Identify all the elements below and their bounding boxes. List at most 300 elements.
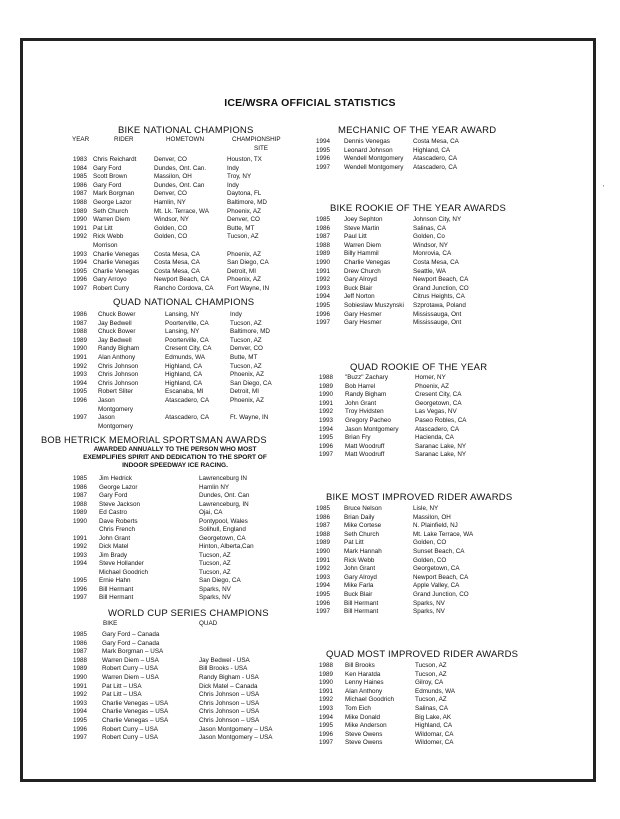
cell-year: 1996 (316, 310, 331, 318)
cell-site: Tucson, AZ (230, 319, 262, 327)
cell-place: Apple Valley, CA (413, 582, 460, 590)
hetrick-title: BOB HETRICK MEMORIAL SPORTSMAN AWARDS (41, 435, 267, 445)
cell-year: 1997 (73, 285, 88, 292)
cell-name: Jason (98, 414, 115, 422)
cell-year: 1997 (73, 414, 88, 422)
cell-year: 1988 (319, 662, 334, 669)
cell-place: Highland, CA (413, 146, 451, 154)
cell-name: George Lazor (99, 483, 138, 491)
cell-name: Mike Farla (344, 582, 374, 590)
cell-year: 1990 (316, 259, 331, 266)
cell-name: Warren Diem – USA (102, 674, 159, 681)
cell-place: Dundes, Ont. Can (199, 492, 250, 499)
cell-name: Chris Reichardt (93, 156, 137, 163)
cell-year: 1991 (73, 682, 88, 690)
cell-year: 1987 (73, 648, 88, 656)
cell-name: Drew Church (344, 267, 381, 275)
cell-place: Chris Johnson – USA (199, 699, 260, 707)
cell-name: John Grant (345, 399, 377, 407)
cell-year: 1987 (73, 190, 88, 198)
cell-year: 1993 (73, 699, 88, 707)
cell-year: 1991 (319, 399, 334, 407)
hetrick-note (55, 446, 295, 470)
cell-year: 1993 (316, 284, 331, 292)
cell-year: 1990 (73, 216, 88, 224)
cell-name: Gary Alroyd (344, 573, 377, 581)
cell-place: Highland, CA (165, 371, 203, 379)
cell-place: Chris Johnson – USA (199, 708, 260, 716)
cell-place: Dick Matel – Canada (199, 682, 258, 690)
cell-year: 1990 (319, 679, 334, 687)
cell-place: Atascadero, CA (413, 163, 458, 171)
cell-year: 1987 (73, 319, 88, 327)
cell-year: 1994 (73, 560, 88, 567)
cell-year: 1988 (316, 241, 331, 249)
cell-name: Gary Hesmer (344, 319, 382, 327)
cell-name: Scott Brown (93, 173, 127, 181)
cell-site: Tucson, AZ (230, 362, 262, 370)
cell-place: Salinas, CA (413, 224, 446, 232)
cell-year: 1993 (73, 371, 88, 379)
cell-place: Solihull, England (199, 526, 246, 533)
cell-name: Mark Hannah (344, 548, 382, 555)
cell-place: Massilon, OH (413, 513, 451, 521)
cell-year: 1991 (316, 556, 331, 564)
col-header-site: CHAMPIONSHIP (232, 136, 281, 143)
cell-year: 1995 (73, 388, 88, 396)
cell-year: 1990 (319, 391, 334, 399)
cell-name: Alan Anthony (345, 687, 383, 695)
cell-name: Matt Woodruff (345, 451, 385, 459)
col-header-site-2: SITE (254, 145, 268, 152)
cell-year: 1986 (316, 513, 331, 521)
cell-place: Randy Bigham - USA (199, 674, 259, 681)
cell-place: Jason Montgomery – USA (199, 725, 273, 733)
cell-name: Mike Cortese (344, 522, 382, 530)
cell-name: Brian Daily (344, 513, 375, 521)
cell-place: Cresent City, CA (415, 391, 462, 399)
cell-place: Costa Mesa, CA (413, 259, 459, 266)
cell-name: Robert Curry – USA (102, 725, 158, 733)
cell-name: Robert Curry – USA (102, 734, 158, 742)
cell-site: Fort Wayne, IN (227, 285, 270, 292)
hetrick-note-line: EXEMPLIFIES SPIRIT AND DEDICATION TO THE SPORT OF (83, 454, 267, 461)
cell-name: Mark Borgman (93, 190, 135, 198)
cell-name: Randy Bigham (98, 345, 140, 353)
cell-place: Newport Beach, CA (413, 573, 469, 581)
world-cup-title: WORLD CUP SERIES CHAMPIONS (108, 608, 269, 619)
cell-name: Tom Eich (345, 705, 371, 712)
cell-place: Salinas, CA (415, 705, 448, 712)
cell-name: Jay Bedwell (98, 319, 132, 327)
cell-name: Lenny Haines (345, 679, 384, 687)
cell-place: Windsor, NY (413, 241, 448, 249)
cell-name: Ed Castro (99, 509, 127, 516)
cell-site: Baltimore, MD (227, 199, 267, 206)
cell-year: 1989 (319, 670, 334, 678)
cell-site: Ft. Wayne, IN (230, 414, 269, 422)
cell-year: 1988 (73, 500, 88, 508)
cell-place: Wildomar, CA (415, 730, 454, 738)
bike-improved-title: BIKE MOST IMPROVED RIDER AWARDS (326, 492, 513, 503)
cell-place: Newport Beach, CA (154, 276, 210, 284)
cell-name: Charlie Venegas – USA (102, 708, 169, 716)
cell-place: Citrus Heights, CA (413, 293, 465, 301)
cell-site: Denver, CO (230, 345, 263, 353)
cell-place: Rancho Cordova, CA (154, 285, 214, 292)
cell-year: 1997 (316, 319, 331, 327)
cell-place: Saranac Lake, NY (415, 451, 467, 459)
cell-name: Warren Diem (93, 216, 130, 224)
cell-name: Rick Webb (344, 556, 375, 564)
cell-year: 1996 (316, 155, 331, 163)
cell-name: Randy Bigham (345, 391, 387, 399)
cell-site: Phoenix, AZ (230, 397, 264, 404)
cell-year: 1988 (73, 328, 88, 336)
cell-name: Jim Hedrick (99, 475, 132, 482)
cell-site: Baltimore, MD (230, 328, 270, 336)
cell-name: Pat Litt (93, 224, 113, 232)
cell-place: Mt. Lk. Terrace, WA (154, 207, 209, 215)
cell-year: 1996 (73, 585, 88, 593)
cell-year: 1989 (316, 539, 331, 547)
cell-year: 1992 (319, 696, 334, 704)
cell-place: Gilroy, CA (415, 679, 444, 687)
cell-year: 1988 (73, 199, 88, 206)
cell-place: Highland, CA (165, 379, 203, 387)
cell-place: Sunset Beach, CA (413, 548, 465, 555)
cell-name: Steve Martin (344, 224, 380, 232)
cell-place: Tucson, AZ (199, 551, 231, 559)
cell-year: 1993 (319, 705, 334, 712)
cell-year: 1997 (73, 734, 88, 742)
cell-name: Mark Borgman – USA (102, 648, 164, 656)
cell-name: Chuck Bower (98, 311, 136, 318)
cell-year: 1993 (316, 573, 331, 581)
cell-name: Robert Curry (93, 285, 130, 292)
cell-year: 1985 (316, 216, 331, 223)
cell-name: Gary Ford – Canada (102, 639, 160, 647)
cell-name: Gary Alroyd (344, 276, 377, 284)
cell-year: 1994 (316, 293, 331, 301)
cell-place: Escanaba, MI (165, 388, 204, 396)
cell-year: 1986 (73, 181, 88, 189)
cell-place: Atascadero, CA (415, 425, 460, 433)
cell-place: Tucson, AZ (415, 670, 447, 678)
cell-place: Hamlin, NY (154, 199, 186, 206)
cell-place: Costa Mesa, CA (154, 259, 200, 267)
hetrick-note-line: INDOOR SPEEDWAY ICE RACING. (122, 462, 228, 469)
cell-year: 1987 (316, 522, 331, 530)
cell-year: 1991 (316, 267, 331, 275)
cell-year: 1996 (316, 599, 331, 607)
cell-year: 1995 (316, 591, 331, 598)
cell-year: 1985 (73, 173, 88, 181)
cell-site: Denver, CO (227, 216, 260, 224)
cell-site: Troy, NY (227, 173, 252, 181)
cell-name: Charlie Venegas (93, 267, 140, 275)
cell-year: 1997 (319, 451, 334, 459)
cell-year: 1991 (319, 687, 334, 695)
cell-place: Johnson City, NY (413, 216, 462, 223)
cell-year: 1989 (73, 336, 88, 344)
cell-place: Windsor, NY (154, 216, 189, 224)
cell-name: Warren Diem – USA (102, 656, 159, 664)
cell-year: 1984 (73, 164, 88, 172)
cell-name: Joey Sephton (344, 216, 383, 223)
cell-name: Gary Ford (93, 181, 122, 189)
cell-year: 1992 (316, 276, 331, 284)
cell-place: Bill Brooks - USA (199, 665, 248, 673)
cell-year: 1996 (73, 725, 88, 733)
cell-place: Costa Mesa, CA (413, 138, 459, 145)
cell-name: George Lazor (93, 199, 132, 206)
cell-year: 1987 (316, 233, 331, 241)
cell-name: Chris French (99, 526, 136, 533)
col-header-hometown: HOMETOWN (166, 136, 205, 143)
cell-name: Wendell Montgomery (344, 163, 404, 171)
cell-year: 1986 (73, 483, 88, 491)
cell-name: Steve Jackson (99, 500, 140, 508)
cell-place: Atascadero, CA (413, 155, 458, 163)
cell-place: N. Plainfield, NJ (413, 522, 458, 530)
cell-place: Lansing, NY (165, 328, 200, 336)
cell-place: Ojai, CA (199, 509, 223, 516)
cell-site: Butte, MT (227, 224, 255, 232)
cell-name: Montgomery (98, 405, 133, 413)
cell-site: Daytona, FL (227, 190, 262, 198)
cell-name: Buck Blair (344, 284, 373, 292)
cell-year: 1994 (73, 708, 88, 716)
quad-rookie-title: QUAD ROOKIE OF THE YEAR (350, 362, 488, 373)
cell-year: 1990 (73, 674, 88, 681)
cell-place: Lawrenceburg IN (199, 475, 247, 482)
cell-name: Jim Brady (99, 551, 127, 559)
cell-year: 1995 (316, 146, 331, 154)
col-header-bike: BIKE (103, 620, 118, 627)
cell-place: Massilon, OH (154, 173, 192, 181)
cell-name: Bill Hermant (344, 599, 379, 607)
cell-place: Chris Johnson – USA (199, 717, 260, 724)
cell-name: Dennis Venegas (344, 138, 390, 145)
cell-name: Gary Hesmer (344, 310, 382, 318)
cell-name: Mike Anderson (345, 722, 387, 730)
cell-site: Indy (230, 311, 242, 318)
cell-year: 1995 (73, 577, 88, 584)
cell-place: Mt. Lake Terrace, WA (413, 530, 474, 538)
cell-place: Jay Bedwel - USA (199, 656, 250, 664)
cell-name: Bill Hermant (99, 594, 134, 601)
cell-site: Phoenix, AZ (230, 371, 264, 379)
cell-name: Bruce Nelson (344, 505, 382, 512)
cell-name: John Grant (344, 565, 376, 573)
cell-place: Georgetown, CA (415, 399, 462, 407)
cell-name: Gregory Pacheo (345, 417, 391, 424)
cell-place: Atascadero, CA (165, 397, 210, 404)
cell-place: Phoenix, AZ (415, 382, 449, 390)
cell-year: 1992 (73, 543, 88, 550)
cell-site: Phoenix, AZ (227, 207, 261, 215)
cell-place: Jason Montgomery – USA (199, 734, 273, 742)
cell-name: Sobieslaw Muszynski (344, 302, 404, 309)
cell-place: Tucson, AZ (199, 568, 231, 576)
cell-place: Golden, CO (413, 539, 447, 547)
cell-year: 1996 (73, 397, 88, 404)
bike-national-title: BIKE NATIONAL CHAMPIONS (118, 125, 254, 136)
cell-name: Steve Owens (345, 739, 383, 747)
cell-name: Rick Webb (93, 233, 124, 241)
cell-year: 1989 (73, 207, 88, 215)
cell-place: Costa Mesa, CA (154, 250, 200, 258)
cell-place: Denver, CO (154, 156, 187, 163)
cell-place: Golden, Co (413, 233, 445, 241)
cell-name: Gary Ford (99, 492, 128, 499)
cell-year: 1994 (316, 138, 331, 145)
cell-name: "Buzz" Zachary (345, 374, 388, 381)
cell-year: 1992 (73, 233, 88, 241)
margin-mark: ' (603, 185, 605, 192)
cell-name: Alan Anthony (98, 354, 136, 361)
cell-name: Brian Fry (345, 434, 371, 442)
cell-year: 1995 (316, 302, 331, 309)
cell-name: Wendell Montgomery (344, 155, 404, 163)
cell-name: Troy Hvidsten (345, 408, 384, 416)
cell-year: 1988 (319, 374, 334, 381)
cell-name: Jeff Norton (344, 293, 375, 301)
cell-name: Leonard Johnson (344, 146, 393, 154)
cell-place: Sparks, NV (199, 594, 231, 601)
cell-place: Seattle, WA (413, 267, 447, 275)
cell-place: Highland, CA (415, 722, 453, 730)
cell-name: Matt Woodruff (345, 442, 385, 450)
cell-site: Phoenix, AZ (227, 276, 261, 284)
cell-site: Tucson, AZ (227, 233, 259, 241)
cell-year: 1989 (316, 250, 331, 258)
cell-name: Gary Arroyo (93, 276, 127, 284)
cell-place: Edmunds, WA (165, 354, 206, 361)
cell-place: Edmunds, WA (415, 687, 456, 695)
cell-place: Highland, CA (165, 362, 203, 370)
cell-place: Atascadero, CA (165, 414, 210, 422)
cell-name: Bill Hermant (99, 585, 134, 593)
cell-place: Grand Junction, CO (413, 591, 469, 598)
cell-year: 1991 (73, 224, 88, 232)
cell-place: Szprotawa, Poland (413, 302, 466, 309)
cell-place: Lisle, NY (413, 505, 439, 512)
cell-name: Dick Matel (99, 543, 129, 550)
cell-year: 1994 (319, 425, 334, 433)
cell-year: 1988 (73, 656, 88, 664)
cell-name: Michael Goodrich (345, 696, 394, 704)
cell-place: Poorterville, CA (165, 319, 209, 327)
cell-year: 1989 (73, 665, 88, 673)
cell-name: Pat Litt – USA (102, 682, 142, 690)
cell-name: Warren Diem (344, 241, 381, 249)
cell-place: Wildomer, CA (415, 739, 454, 747)
cell-site: Indy (227, 164, 239, 172)
cell-place: Chris Johnson – USA (199, 691, 260, 699)
cell-year: 1991 (73, 534, 88, 542)
cell-year: 1996 (73, 276, 88, 284)
cell-year: 1994 (316, 582, 331, 590)
cell-name: Robert Sliter (98, 388, 133, 396)
cell-name: Charlie Venegas (93, 250, 140, 258)
cell-name: Mike Donald (345, 713, 380, 721)
cell-name: Billy Hammil (344, 250, 379, 258)
cell-name: Charlie Venegas – USA (102, 717, 169, 724)
cell-place: Sparks, NV (199, 585, 231, 593)
cell-name: Steve Owens (345, 730, 383, 738)
cell-site: Indy (227, 181, 239, 189)
cell-site: Detroit, MI (230, 388, 260, 396)
quad-improved-title: QUAD MOST IMPROVED RIDER AWARDS (326, 649, 519, 660)
cell-site: Tucson, AZ (230, 336, 262, 344)
cell-place: San Diego, CA (199, 577, 241, 584)
cell-name: Chuck Bower (98, 328, 136, 336)
cell-name: Charlie Venegas (93, 259, 140, 267)
cell-name: Robert Curry – USA (102, 665, 158, 673)
cell-place: Hinton, Alberta,Can (199, 543, 254, 550)
cell-year: 1992 (73, 362, 88, 370)
cell-year: 1996 (319, 442, 334, 450)
cell-year: 1990 (73, 517, 88, 525)
cell-place: Hacienda, CA (415, 434, 454, 442)
mechanic-title: MECHANIC OF THE YEAR AWARD (338, 125, 497, 136)
cell-year: 1990 (316, 548, 331, 555)
cell-place: Golden, CO (154, 233, 188, 241)
cell-name: John Grant (99, 534, 131, 542)
cell-place: Saranac Lake, NY (415, 442, 467, 450)
cell-name: Charlie Venegas – USA (102, 699, 169, 707)
cell-name: Ernie Hahn (99, 577, 131, 584)
quad-national-title: QUAD NATIONAL CHAMPIONS (113, 297, 255, 308)
cell-year: 1997 (73, 594, 88, 601)
cell-name: Jason Montgomery (345, 425, 399, 433)
cell-year: 1992 (73, 691, 88, 699)
cell-name: Paul Litt (344, 233, 367, 241)
cell-name: Charlie Venegas (344, 259, 391, 266)
cell-name: Michael Goodrich (99, 568, 148, 576)
cell-year: 1997 (316, 608, 331, 616)
cell-year: 1986 (73, 311, 88, 318)
cell-year: 1996 (319, 730, 334, 738)
col-header-quad: QUAD (199, 620, 218, 627)
cell-name: Pat Litt (344, 539, 364, 547)
cell-year: 1994 (319, 713, 334, 721)
cell-place: Tucson, AZ (199, 560, 231, 567)
cell-place: Golden, CO (154, 224, 188, 232)
cell-place: Golden, CO (413, 556, 447, 564)
cell-year: 1983 (73, 156, 88, 163)
cell-year: 1992 (319, 408, 334, 416)
cell-name: Montgomery (98, 422, 133, 430)
cell-place: Tucson, AZ (415, 696, 447, 704)
cell-place: Mississauga, Ont (413, 310, 462, 318)
cell-year: 1995 (319, 434, 334, 442)
cell-year: 1985 (73, 475, 88, 482)
cell-name: Morrison (93, 242, 118, 249)
cell-year: 1997 (319, 739, 334, 747)
cell-place: Mississauge, Ont (413, 319, 462, 327)
cell-place: Pontypool, Wales (199, 517, 248, 525)
cell-year: 1990 (73, 345, 88, 353)
cell-place: Lawrenceburg, IN (199, 500, 249, 508)
cell-place: Georgetown, CA (199, 534, 246, 542)
cell-place: Paseo Robles, CA (415, 417, 467, 424)
cell-name: Buck Blair (344, 591, 373, 598)
cell-name: Steve Hollander (99, 560, 144, 567)
cell-name: Jason (98, 397, 115, 404)
